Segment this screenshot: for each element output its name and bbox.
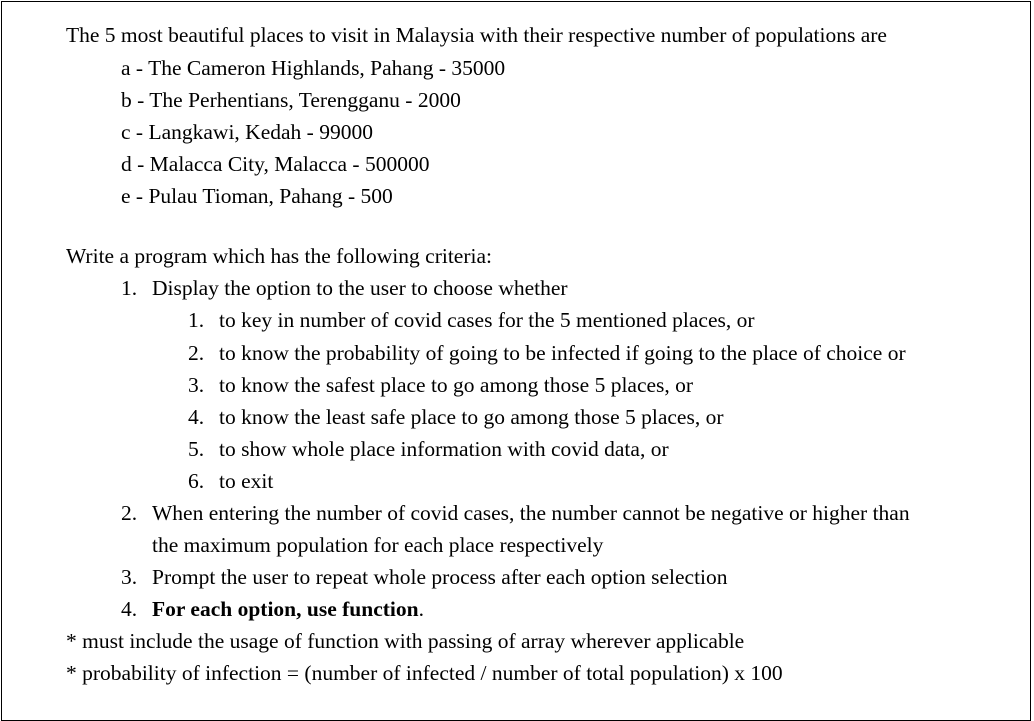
option-text: to show whole place information with covid data, or	[219, 437, 669, 461]
place-item-c: c - Langkawi, Kedah - 99000	[121, 120, 373, 144]
option-number: 5.	[188, 437, 205, 461]
note-function-array: * must include the usage of function with passing of array wherever applicable	[66, 629, 745, 653]
option-number: 4.	[188, 405, 205, 429]
place-item-a: a - The Cameron Highlands, Pahang - 35000	[121, 56, 506, 80]
option-text: to exit	[219, 469, 274, 493]
criteria-number: 1.	[121, 276, 138, 300]
option-item-3	[188, 371, 693, 399]
criteria-suffix: .	[418, 597, 424, 621]
criteria-number: 2.	[121, 501, 138, 525]
criteria-heading: Write a program which has the following criteria:	[66, 244, 493, 268]
option-text: to know the probability of going to be infected if going to the place of choice or	[219, 341, 906, 365]
option-number: 1.	[188, 308, 205, 332]
option-item-6	[188, 467, 273, 495]
criteria-number: 3.	[121, 565, 138, 589]
option-number: 6.	[188, 469, 205, 493]
criteria-item-3	[121, 563, 728, 591]
criteria-text: When entering the number of covid cases, the number cannot be negative or higher than	[152, 501, 910, 525]
option-number: 2.	[188, 341, 205, 365]
criteria-text: Display the option to the user to choose whether	[152, 276, 568, 300]
option-item-1	[188, 306, 755, 334]
option-text: to know the least safe place to go among those 5 places, or	[219, 405, 724, 429]
place-item-d: d - Malacca City, Malacca - 500000	[121, 152, 430, 176]
intro-text: The 5 most beautiful places to visit in Malaysia with their respective number of populations are	[66, 23, 887, 47]
criteria-item-4	[121, 595, 424, 623]
option-text: to know the safest place to go among those 5 places, or	[219, 373, 694, 397]
option-number: 3.	[188, 373, 205, 397]
place-item-b: b - The Perhentians, Terengganu - 2000	[121, 88, 461, 112]
option-item-5	[188, 435, 669, 463]
criteria-item-1	[121, 274, 568, 302]
option-item-4	[188, 403, 724, 431]
place-item-e: e - Pulau Tioman, Pahang - 500	[121, 184, 393, 208]
criteria-text-bold: For each option, use function	[152, 597, 419, 621]
criteria-number: 4.	[121, 597, 138, 621]
note-probability-formula: * probability of infection = (number of infected / number of total population) x 100	[66, 661, 783, 685]
criteria-text: Prompt the user to repeat whole process after each option selection	[152, 565, 728, 589]
option-text: to key in number of covid cases for the 5 mentioned places, or	[219, 308, 755, 332]
criteria-item-2-continuation: the maximum population for each place respectively	[152, 533, 604, 557]
option-item-2	[188, 339, 906, 367]
criteria-item-2	[121, 499, 910, 527]
